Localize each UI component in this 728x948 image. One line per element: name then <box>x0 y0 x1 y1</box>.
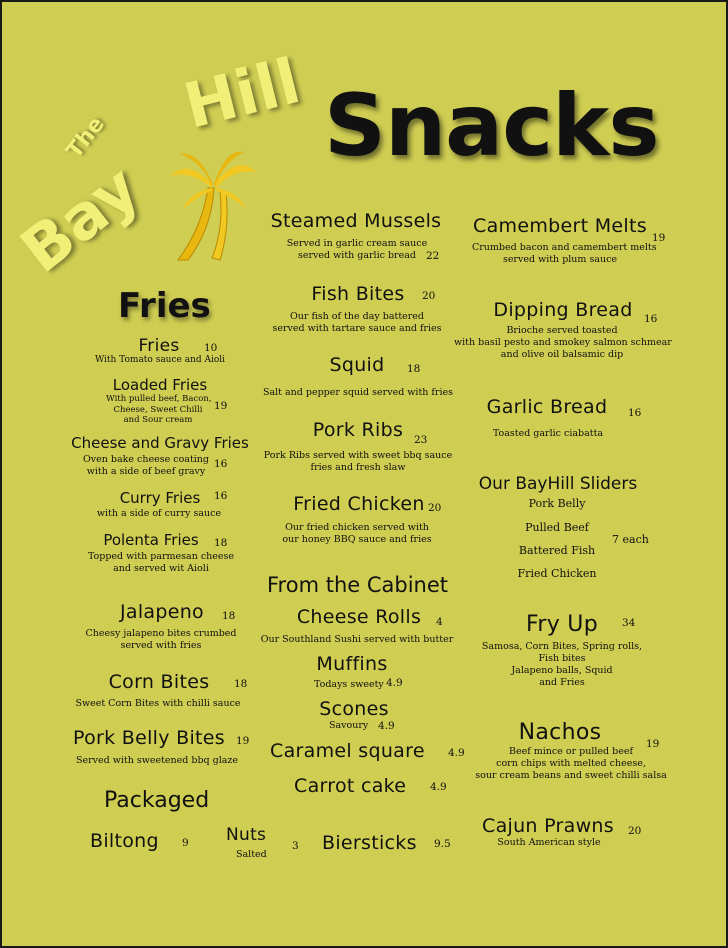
item-description: Salted <box>236 849 267 860</box>
item-description: Served in garlic cream sauce served with garlic bread <box>286 238 428 261</box>
page-title: Snacks <box>324 76 659 176</box>
item-description: Todays sweety <box>314 679 384 690</box>
item-price: 18 <box>407 363 421 375</box>
slider-option: Battered Fish <box>518 544 596 557</box>
item-description: Salt and pepper squid served with fries <box>262 387 454 398</box>
item-title: Caramel square <box>270 740 425 762</box>
item-title: Fish Bites <box>311 283 405 305</box>
slider-option: Pork Belly <box>528 497 586 510</box>
item-price: 22 <box>426 250 440 262</box>
item-description: Oven bake cheese coating with a side of beef gravy <box>82 454 210 477</box>
item-price: 9.5 <box>434 838 451 850</box>
item-price: 20 <box>422 290 436 302</box>
item-price: 20 <box>428 502 442 514</box>
item-description: Pork Ribs served with sweet bbq sauce fries and fresh slaw <box>263 450 453 473</box>
item-description: Our fried chicken served with our honey BBQ sauce and fries <box>282 522 432 545</box>
item-title: Loaded Fries <box>112 376 208 394</box>
item-price: 18 <box>234 678 248 690</box>
item-description: Savoury <box>329 720 369 731</box>
item-description: Samosa, Corn Bites, Spring rolls, Fish bites Jalapeno balls, Squid and Fries <box>481 641 643 688</box>
item-price: 4.9 <box>386 677 403 689</box>
item-title: Biltong <box>90 830 159 852</box>
item-price: 18 <box>222 610 236 622</box>
logo-text-the: The <box>62 112 110 164</box>
item-title: Carrot cake <box>294 775 407 797</box>
item-title: Camembert Melts <box>473 215 647 237</box>
item-price: 7 each <box>612 533 649 546</box>
item-title: Cajun Prawns <box>482 815 614 837</box>
item-title: Garlic Bread <box>486 396 608 418</box>
item-title: Fried Chicken <box>293 493 425 515</box>
item-title: Fry Up <box>526 612 598 637</box>
item-title: Steamed Mussels <box>270 210 442 232</box>
slider-option: Fried Chicken <box>517 567 597 580</box>
item-price: 19 <box>652 232 666 244</box>
item-title: Pork Ribs <box>312 419 404 441</box>
item-description: With Tomato sauce and Aioli <box>94 355 226 365</box>
item-title: Nuts <box>226 825 267 845</box>
item-title: Polenta Fries <box>103 531 199 549</box>
item-price: 16 <box>628 407 642 419</box>
item-price: 16 <box>214 458 228 470</box>
item-title: Squid <box>329 354 385 376</box>
item-price: 19 <box>236 735 250 747</box>
item-title: Curry Fries <box>119 489 201 507</box>
item-price: 4.9 <box>430 781 447 793</box>
item-description: Cheesy jalapeno bites crumbed served with fries <box>85 628 237 651</box>
item-price: 16 <box>214 490 228 502</box>
item-price: 4.9 <box>448 747 465 759</box>
item-description: Topped with parmesan cheese and served wit Aioli <box>87 551 235 574</box>
item-description: Toasted garlic ciabatta <box>492 428 604 439</box>
logo-text-hill: Hill <box>177 44 307 143</box>
item-title: Pork Belly Bites <box>73 727 225 749</box>
item-description: Our Southland Sushi served with butter <box>260 634 454 645</box>
palm-tree-icon <box>168 148 258 268</box>
item-price: 16 <box>644 313 658 325</box>
item-description: Crumbed bacon and camembert melts served with plum sauce <box>472 242 657 265</box>
item-title: Dipping Bread <box>493 299 633 321</box>
item-description: with a side of curry sauce <box>96 508 222 519</box>
item-price: 10 <box>204 342 218 354</box>
item-title: Biersticks <box>322 832 417 854</box>
item-description: South American style <box>497 837 601 848</box>
item-title: Muffins <box>316 653 388 675</box>
item-description: Served with sweetened bbq glaze <box>75 755 239 766</box>
item-price: 19 <box>214 400 228 412</box>
item-price: 4 <box>436 616 443 628</box>
item-price: 23 <box>414 434 428 446</box>
item-title: Nachos <box>518 720 602 745</box>
logo-text-bay: Bay <box>7 150 153 287</box>
item-description: Sweet Corn Bites with chilli sauce <box>75 698 241 709</box>
item-price: 19 <box>646 738 660 750</box>
fries-heading: Fries <box>118 286 211 326</box>
cabinet-heading: From the Cabinet <box>267 573 449 597</box>
packaged-heading: Packaged <box>104 788 210 813</box>
slider-option: Pulled Beef <box>525 521 589 534</box>
item-description: With pulled beef, Bacon, Cheese, Sweet Chilli and Sour cream <box>106 394 212 425</box>
item-title: Jalapeno <box>120 601 204 623</box>
sliders-heading: Our BayHill Sliders <box>478 474 638 494</box>
item-price: 3 <box>292 840 299 852</box>
item-description: Brioche served toasted with basil pesto and smokey salmon schmear and olive oil balsamic dip <box>454 325 672 360</box>
item-title: Fries <box>138 336 180 356</box>
item-description: Beef mince or pulled beef corn chips with melted cheese, sour cream beans and sweet chilli salsa <box>475 746 667 781</box>
item-title: Cheese and Gravy Fries <box>71 434 249 452</box>
item-title: Scones <box>319 698 389 720</box>
item-price: 20 <box>628 825 642 837</box>
item-price: 34 <box>622 617 636 629</box>
item-price: 4.9 <box>378 720 395 732</box>
item-description: Our fish of the day battered served with tartare sauce and fries <box>272 311 442 334</box>
item-price: 9 <box>182 837 189 849</box>
item-title: Cheese Rolls <box>296 606 422 628</box>
item-price: 18 <box>214 537 228 549</box>
item-title: Corn Bites <box>108 671 210 693</box>
